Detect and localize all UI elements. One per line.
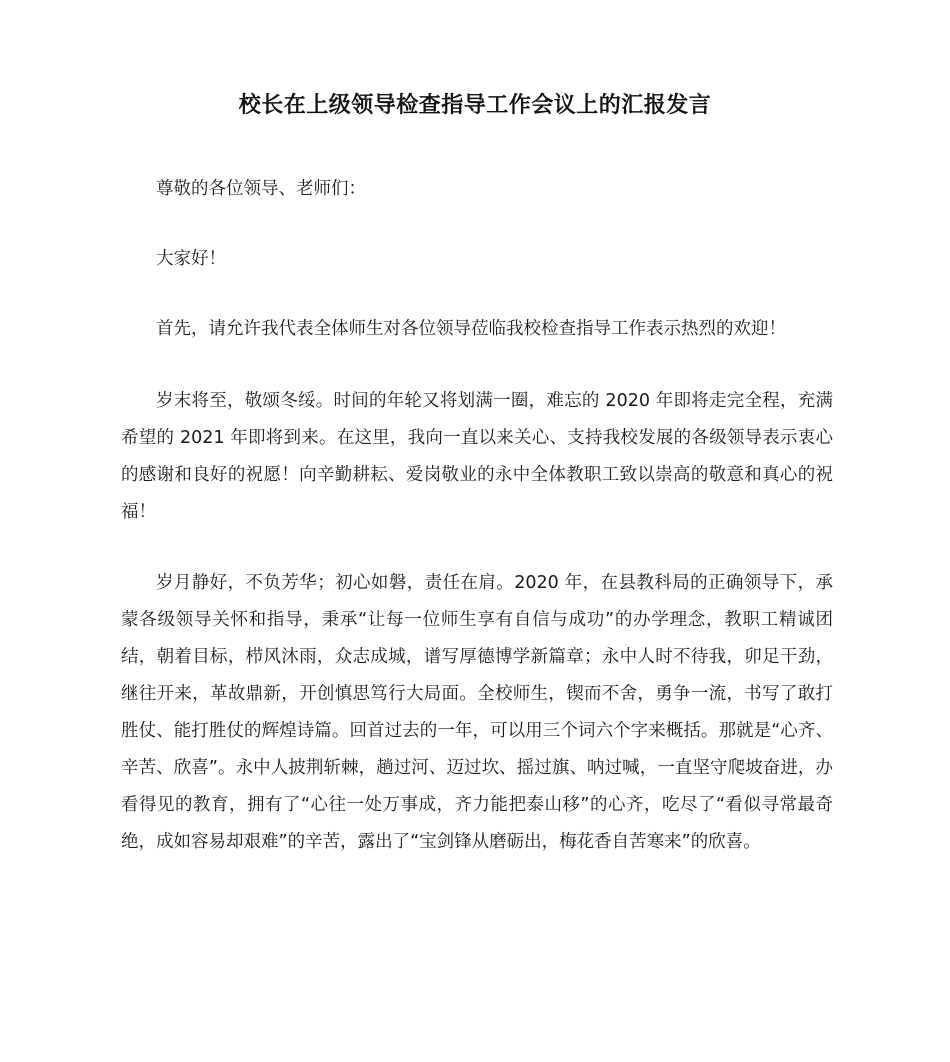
- welcome-paragraph: 首先，请允许我代表全体师生对各位领导莅临我校检查指导工作表示热烈的欢迎！: [156, 319, 786, 339]
- salutation-paragraph: 尊敬的各位领导、老师们：: [156, 179, 366, 199]
- year-review-paragraph: 岁月静好，不负芳华；初心如磐，责任在肩。2020 年，在县教科局的正确领导下，承蒙各级领导关怀和指导，秉承“让每一位师生享有自信与成功”的办学理念，教职工精诚团结，朝着目标，栉风沐雨，众志成城，谱写厚德博学新篇章；永中人时不待我，卯足干劲，继往开来，革故鼎新，开创慎思笃行大局面。全校师生，锲而不舍，勇争一流，书写了敢打胜仗、能打胜仗的辉煌诗篇。回首过去的一年，可以用三个词六个字来概括。那就是“心齐、辛苦、欣喜”。永中人披荆斩棘，趟过河、迈过坎、摇过旗、呐过喊，一直坚守爬坡奋进，办看得见的教育，拥有了“心往一处万事成，齐力能把泰山移”的心齐，吃尽了“看似寻常最奇绝，成如容易却艰难”的辛苦，露出了“宝剑锋从磨砺出，梅花香自苦寒来”的欣喜。: [121, 573, 833, 852]
- greeting-paragraph: 大家好！: [156, 249, 226, 269]
- year-end-paragraph: 岁末将至，敬颂冬绥。时间的年轮又将划满一圈，难忘的 2020 年即将走完全程，充满希望的 2021 年即将到来。在这里，我向一直以来关心、支持我校发展的各级领导表示衷心的感谢和良好的祝愿！向辛勤耕耘、爱岗敬业的永中全体教职工致以崇高的敬意和真心的祝福！: [121, 391, 833, 522]
- document-title: 校长在上级领导检查指导工作会议上的汇报发言: [238, 93, 712, 118]
